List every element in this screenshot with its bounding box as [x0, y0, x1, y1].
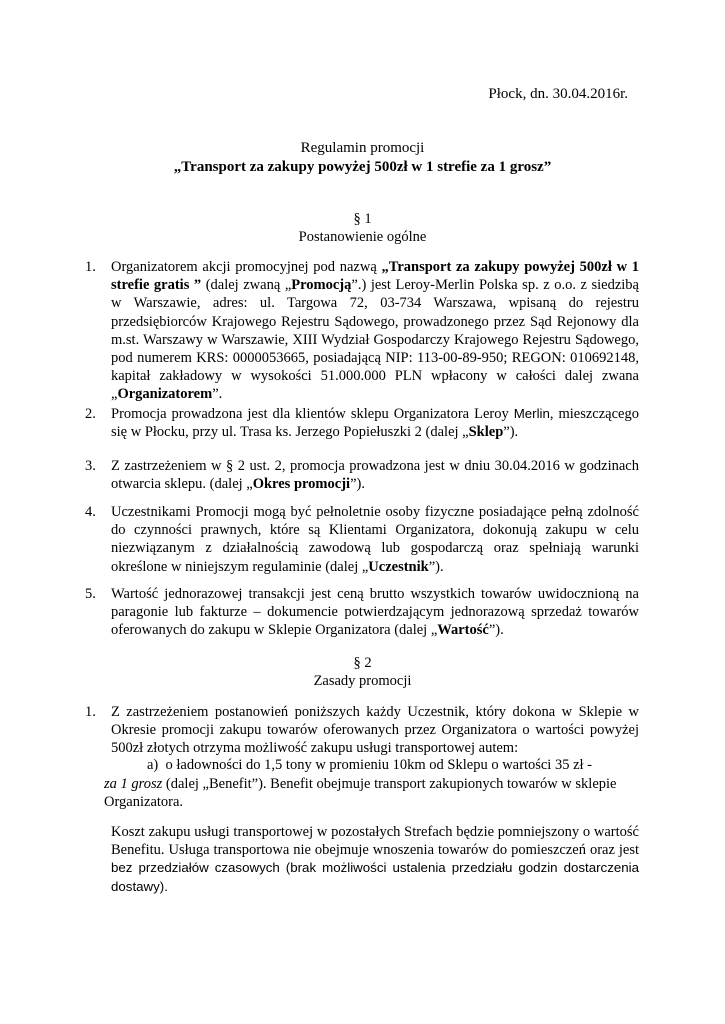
sub-item-a [147, 757, 592, 774]
sub-item-label: a) [147, 757, 159, 773]
item-number: 4. [85, 504, 96, 520]
item-text: Wartość jednorazowej transakcji jest ceną brutto wszystkich towarów uwidocznioną na paragonie lub fakturze – dokumencie potwierdzającym jednorazową sprzedaż towarów oferowanych do zakupu w Sklepie Organizatora (dalej „Wartość”). [111, 586, 639, 639]
item-text: Uczestnikami Promocji mogą być pełnoletnie osoby fizyczne posiadające pełną zdolność do czynności prawnych, które są Klientami Organizatora, dokonują zakupu w celu niezwiązanym z działalnością zawodową lub gospodarczą oraz spełniają warunki określone w niniejszym regulaminie (dalej „Uczestnik”). [111, 504, 639, 575]
section-2-heading: Zasady promocji [313, 673, 412, 689]
promotion-name: „Transport za zakupy powyżej 500zł w 1 strefie za 1 grosz” [173, 159, 552, 175]
item-number: 1. [85, 704, 96, 720]
section-2-number: § 2 [353, 655, 372, 671]
sub-item-text: o ładowności do 1,5 tony w promieniu 10km od Sklepu o wartości 35 zł - [165, 757, 593, 773]
item-number: 2. [85, 406, 96, 422]
item-number: 1. [85, 259, 96, 275]
section-1-heading: Postanowienie ogólne [298, 229, 427, 245]
item-text: Organizatorem akcji promocyjnej pod nazwą „Transport za zakupy powyżej 500zł w 1 strefie gratis ” (dalej zwaną „Promocją”.) jest Leroy-Merlin Polska sp. z o.o. z siedzibą w Warszawie, adres: ul. Targowa 72, 03-734 Warszawa, wpisaną do rejestru przedsiębiorców Krajowego Rejestru Sądowego, prowadzonego przez Sąd Rejonowy dla m.st. Warszawy w Warszawie, XIII Wydział Gospodarczy Krajowego Rejestru Sądowego, pod numerem KRS: 0000053665, posiadającą NIP: 113-00-89-950; REGON: 010692148, kapitał zakładowy w wysokości 51.000.000 PLN wpłacony w całości dalej zwana „Organizatorem”. [111, 259, 639, 403]
item-number: 5. [85, 586, 96, 602]
benefit-price: za 1 grosz [104, 776, 163, 792]
sub-item-continuation: za 1 grosz (dalej „Benefit”). Benefit obejmuje transport zakupionych towarów w sklepie Organizatora. [104, 776, 617, 811]
item-text: Promocja prowadzona jest dla klientów sklepu Organizatora Leroy Merlin, mieszczącego się w Płocku, przy ul. Trasa ks. Jerzego Popiełuszki 2 (dalej „Sklep”). [111, 406, 639, 441]
dateline: Płock, dn. 30.04.2016r. [488, 86, 628, 102]
item-text: Z zastrzeżeniem postanowień poniższych każdy Uczestnik, który dokona w Sklepie w Okresie promocji zakupu towarów oferowanych przez Organizatora o wartości powyżej 500zł złotych otrzyma możliwość zakupu usługi transportowej autem: [111, 704, 639, 757]
item-number: 3. [85, 458, 96, 474]
transport-cost-paragraph: Koszt zakupu usługi transportowej w pozostałych Strefach będzie pomniejszony o wartość Benefitu. Usługa transportowa nie obejmuje wnoszenia towarów do pomieszczeń oraz jest bez przedziałów czasowych (brak możliwości ustalenia przedziału godzin dostarczenia dostawy). [111, 824, 639, 894]
regulation-title: Regulamin promocji [300, 140, 425, 156]
item-text: Z zastrzeżeniem w § 2 ust. 2, promocja prowadzona jest w dniu 30.04.2016 w godzinach otwarcia sklepu. (dalej „Okres promocji”). [111, 458, 639, 493]
section-1-number: § 1 [353, 211, 372, 227]
